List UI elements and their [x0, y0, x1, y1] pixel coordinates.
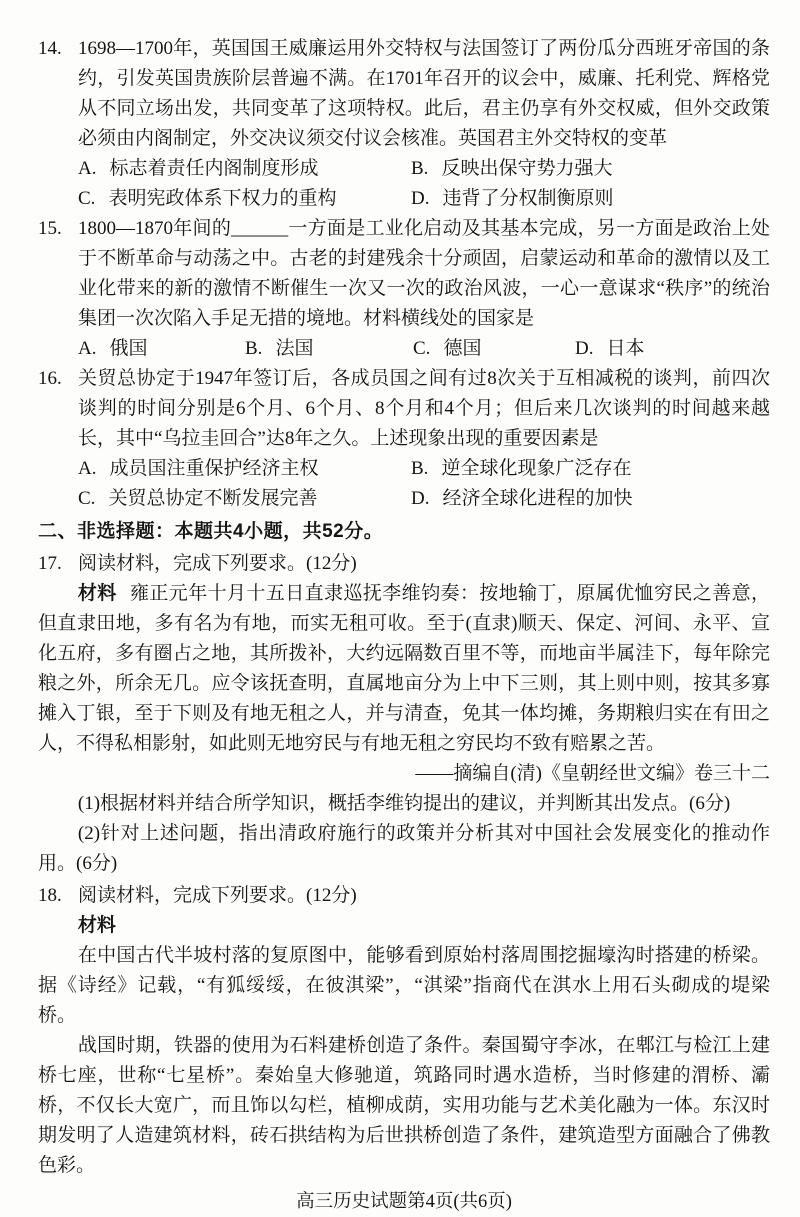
option-text: 日本 [606, 338, 645, 359]
question-16-body [78, 364, 770, 514]
option-label: B. [411, 158, 429, 179]
question-14-stem: 1698—1700年，英国国王威廉运用外交特权与法国签订了两份瓜分西班牙帝国的条约，引发英国贵族阶层普遍不满。在1701年召开的议会中，威廉、托利党、辉格党从不同立场出发，共同变革了这项特权。此后，君主仍享有外交权威，但外交政策必须由内阁制定，外交决议须交付议会核准。英国君主外交特权的变革 [78, 38, 770, 149]
option-label: A. [78, 458, 97, 479]
option-text: 德国 [443, 338, 482, 359]
question-16-options [78, 454, 770, 514]
option-text: 标志着责任内阁制度形成 [109, 158, 319, 179]
option-text: 经济全球化进程的加快 [442, 488, 633, 509]
question-15-option-b [245, 334, 413, 364]
question-15-option-d [575, 334, 770, 364]
option-label: C. [78, 488, 96, 509]
question-16-option-d [411, 484, 770, 514]
question-17-heading: 阅读材料，完成下列要求。(12分) [78, 553, 357, 574]
question-16-stem: 关贸总协定于1947年签订后，各成员国之间有过8次关于互相减税的谈判，前四次谈判的时间分别是6个月、6个月、8个月和4个月；但后来几次谈判的时间越来越长，其中“乌拉圭回合”达8年之久。上述现象出现的重要因素是 [78, 368, 770, 449]
page-footer: 高三历史试题第4页(共6页) [296, 1192, 512, 1212]
question-18 [38, 881, 770, 1181]
question-15 [38, 214, 770, 364]
section-2-header: 二、非选择题：本题共4小题，共52分。 [38, 521, 384, 542]
option-label: A. [78, 338, 97, 359]
question-15-number: 15. [38, 218, 62, 239]
question-18-heading-row [38, 881, 770, 911]
question-14-body [78, 34, 770, 214]
option-label: A. [78, 158, 97, 179]
question-18-material-paragraph-1: 在中国古代半坡村落的复原图中，能够看到原始村落周围挖掘壕沟时搭建的桥梁。据《诗经》记载，“有狐绥绥，在彼淇梁”，“淇梁”指商代在淇水上用石头砌成的堤梁桥。 [38, 945, 770, 1026]
question-16-option-a [78, 454, 411, 484]
question-16-option-c [78, 484, 411, 514]
material-text: 雍正元年十月十五日直隶巡抚李维钧奏：按地输丁，原属优恤穷民之善意，但直隶田地，多有名为有地，而实无租可收。至于(直隶)顺天、保定、河间、永平、宣化五府，多有圈占之地，其所拨补，大约远隔数百里不等，而地亩半属洼下，每年除完粮之外，所余无几。应令该抚查明，直属地亩分为上中下三则，其上则中则，按其多寡摊入丁银，至于下则及有地无租之人，并与清查，免其一体均摊，务期粮归实在有田之人，不得私相影射，如此则无地穷民与有地无租之穷民均不致有赔累之苦。 [38, 583, 770, 754]
question-17-number: 17. [38, 553, 62, 574]
question-15-body [78, 214, 770, 364]
option-label: C. [78, 188, 96, 209]
option-label: C. [413, 338, 431, 359]
option-text: 违背了分权制衡原则 [442, 188, 614, 209]
question-15-option-c [413, 334, 575, 364]
question-17-subquestion-2: (2)针对上述问题，指出清政府施行的政策并分析其对中国社会发展变化的推动作用。(6分) [38, 823, 770, 874]
option-text: 成员国注重保护经济主权 [109, 458, 319, 479]
question-16 [38, 364, 770, 514]
question-14-option-b [411, 154, 770, 184]
option-label: D. [575, 338, 594, 359]
question-16-option-b [411, 454, 770, 484]
question-18-number: 18. [38, 885, 62, 906]
question-18-material-paragraph-2: 战国时期，铁器的使用为石料建桥创造了条件。秦国蜀守李冰，在郫江与检江上建桥七座，世称“七星桥”。秦始皇大修驰道，筑路同时遇水造桥，当时修建的渭桥、灞桥，不仅长大宽广，而且饰以勾栏，植柳成荫，实用功能与艺术美化融为一体。东汉时期发明了人造建筑材料，砖石拱结构为后世拱桥创造了条件，建筑造型方面融合了佛教色彩。 [38, 1035, 770, 1176]
question-17-attribution: ——摘编自(清)《皇朝经世文编》卷三十二 [415, 763, 770, 784]
question-17-heading-row [38, 549, 770, 579]
question-18-material-label: 材料 [77, 915, 116, 936]
option-label: D. [411, 188, 430, 209]
material-label: 材料 [77, 583, 117, 604]
option-text: 逆全球化现象广泛存在 [441, 458, 632, 479]
question-14-option-a [78, 154, 411, 184]
question-14-options [78, 154, 770, 214]
option-text: 俄国 [109, 338, 148, 359]
question-15-option-a [78, 334, 245, 364]
question-16-number: 16. [38, 368, 62, 389]
question-17 [38, 549, 770, 879]
question-14-option-c [78, 184, 411, 214]
question-17-material [38, 579, 770, 759]
question-18-heading: 阅读材料，完成下列要求。(12分) [78, 885, 357, 906]
option-label: B. [411, 458, 429, 479]
question-15-stem: 1800—1870年间的______一方面是工业化启动及其基本完成，另一方面是政治上处于不断革命与动荡之中。古老的封建残余十分顽固，启蒙运动和革命的激情以及工业化带来的新的激情不断催生一次又一次的政治风波，一心一意谋求“秩序”的统治集团一次次陷入手足无措的境地。材料横线处的国家是 [78, 218, 770, 329]
question-17-subquestion-1: (1)根据材料并结合所学知识，概括李维钧提出的建议，并判断其出发点。(6分) [77, 793, 731, 814]
question-15-options [78, 334, 770, 364]
option-text: 关贸总协定不断发展完善 [108, 488, 318, 509]
option-label: B. [245, 338, 263, 359]
option-text: 反映出保守势力强大 [441, 158, 613, 179]
question-14-number: 14. [38, 38, 62, 59]
option-text: 表明宪政体系下权力的重构 [108, 188, 337, 209]
question-14-option-d [411, 184, 770, 214]
question-14 [38, 34, 770, 214]
option-text: 法国 [275, 338, 314, 359]
option-label: D. [411, 488, 430, 509]
